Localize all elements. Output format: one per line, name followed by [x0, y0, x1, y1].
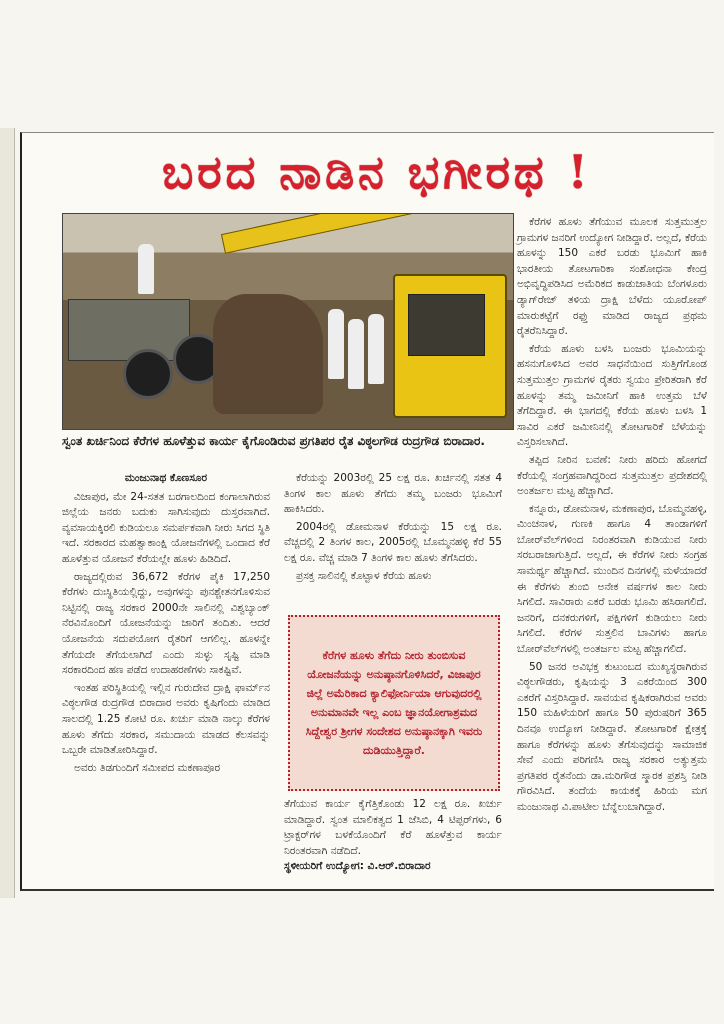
column-2 — [284, 471, 502, 586]
article-photo — [62, 213, 514, 430]
person-figure — [368, 314, 384, 384]
tractor-wheel — [123, 349, 173, 399]
subheading: ಸ್ಥಳೀಯರಿಗೆ ಉದ್ಯೋಗ: ವಿ.ಆರ್.ಬಿರಾದಾರ — [284, 860, 431, 873]
column-2-continued — [284, 797, 502, 875]
adjacent-clipping-edge — [0, 128, 15, 898]
excavator-window — [408, 294, 485, 356]
paragraph: ರಾಜ್ಯದಲ್ಲಿರುವ 36,672 ಕೆರೆಗಳ ಪೈಕಿ 17,250 ಕೆರೆಗಳು ದುಃಸ್ಥಿತಿಯಲ್ಲಿದ್ದು, ಅವುಗಳನ್ನು ಪುನಶ್ಚೇತನಗೊಳಿಸುವ ನಿಟ್ಟಿನಲ್ಲಿ ರಾಜ್ಯ ಸರಕಾರ 2000ನೇ ಸಾಲಿನಲ್ಲಿ ವಿಶ್ವಬ್ಯಾಂಕ್ ನೆರವಿನೊಂದಿಗೆ ಯೋಜನೆಯನ್ನು ಜಾರಿಗೆ ತಂದಿತು. ಆದರೆ ಯೋಜನೆಯ ಸದುಪಯೋಗ ರೈತರಿಗೆ ಆಗಲಿಲ್ಲ. ಹೂಳನ್ನೇ ತೆಗೆಯದೇ ತೆಗೆಯಲಾಗಿದೆ ಎಂದು ಸುಳ್ಳು ಸೃಷ್ಟಿ ಮಾಡಿ ಸರಕಾರದಿಂದ ಹಣ ಪಡೆದ ಉದಾಹರಣೆಗಳು ಸಾಕಷ್ಟಿವೆ. — [62, 570, 270, 677]
person-figure — [348, 319, 364, 389]
tractor-trailer — [68, 299, 190, 361]
paragraph: ಕೆರೆಯನ್ನು 2003ರಲ್ಲಿ 25 ಲಕ್ಷ ರೂ. ಖರ್ಚಿನಲ್ಲಿ ಸತತ 4 ತಿಂಗಳ ಕಾಲ ಹೂಳು ತೆಗೆದು ತಮ್ಮ ಬಂಜರು ಭೂಮಿಗೆ ಹಾಕಿಸಿದರು. — [284, 472, 502, 516]
person-figure — [328, 309, 344, 379]
paragraph: ತಪ್ಪಿದ ನೀರಿನ ಬವಣೆ: ನೀರು ಹರಿದು ಹೋಗದೆ ಕೆರೆಯಲ್ಲಿ ಸಂಗ್ರಹವಾಗಿದ್ದರಿಂದ ಸುತ್ತಮುತ್ತಲ ಪ್ರದೇಶದಲ್ಲಿ ಅಂತರ್ಜಲ ಮಟ್ಟ ಹೆಚ್ಚಾಗಿದೆ. — [517, 453, 707, 498]
paragraph: 2004ರಲ್ಲಿ ಡೋಮನಾಳ ಕೆರೆಯನ್ನು 15 ಲಕ್ಷ ರೂ. ವೆಚ್ಚದಲ್ಲಿ 2 ತಿಂಗಳ ಕಾಲ, 2005ರಲ್ಲಿ ಬೊಮ್ಮನಹಳ್ಳಿ ಕೆರೆ 55 ಲಕ್ಷ ರೂ. ವೆಚ್ಚ ಮಾಡಿ 7 ತಿಂಗಳ ಕಾಲ ಹೂಳು ತೆಗೆಸಿದರು. — [284, 520, 502, 564]
pull-quote-text: ಕೆರೆಗಳ ಹೂಳು ತೆಗೆದು ನೀರು ತುಂಬಿಸುವ ಯೋಜನೆಯನ್ನು ಅನುಷ್ಠಾನಗೊಳಿಸಿದರೆ, ವಿಜಾಪುರ ಜಿಲ್ಲೆ ಅಮೆರಿಕಾದ ಕ್ಯಾಲಿಫೋರ್ನಿಯಾ ಆಗುವುದರಲ್ಲಿ ಅನುಮಾನವೇ ಇಲ್ಲ ಎಂಬ ಜ್ಞಾನಯೋಗಾಶ್ರಮದ ಸಿದ್ದೇಶ್ವರ ಶ್ರೀಗಳ ಸಂದೇಶದ ಅನುಷ್ಠಾನಕ್ಕಾಗಿ ಇವರು ದುಡಿಯುತ್ತಿದ್ದಾರೆ. — [305, 649, 483, 757]
excavator-arm — [221, 213, 413, 254]
photo-caption: ಸ್ವಂತ ಖರ್ಚಿನಿಂದ ಕೆರೆಗಳ ಹೂಳೆತ್ತುವ ಕಾರ್ಯ ಕೈಗೊಂಡಿರುವ ಪ್ರಗತಿಪರ ರೈತ ವಿಠ್ಠಲಗೌಡ ರುದ್ರಗೌಡ ಬಿರಾದಾರ. — [62, 434, 485, 448]
column-1 — [62, 471, 270, 778]
person-figure — [138, 244, 154, 294]
newspaper-clipping — [20, 132, 714, 891]
headline: ಬರದ ನಾಡಿನ ಭಗೀರಥ ! — [162, 145, 592, 199]
paragraph: 50 ಜನರ ಅವಿಭಕ್ತ ಕುಟುಂಬದ ಮುಖ್ಯಸ್ಥರಾಗಿರುವ ವಿಠ್ಠಲಗೌಡರು, ಕೃಷಿಯನ್ನು 3 ಎಕರೆಯಿಂದ 300 ಎಕರೆಗೆ ವಿಸ್ತರಿಸಿದ್ದಾರೆ. ಸಾವಯವ ಕೃಷಿಕರಾಗಿರುವ ಅವರು 150 ಮಹಿಳೆಯರಿಗೆ ಹಾಗೂ 50 ಪುರುಷರಿಗೆ 365 ದಿನವೂ ಉದ್ಯೋಗ ನೀಡಿದ್ದಾರೆ. ತೋಟಗಾರಿಕೆ ಕ್ಷೇತ್ರಕ್ಕೆ ಹಾಗೂ ಕೆರೆಗಳನ್ನು ಹೂಳು ತೆಗೆಸುವುದನ್ನು ಸಾಮಾಜಿಕ ಸೇವೆ ಎಂದು ಪರಿಗಣಿಸಿ ರಾಜ್ಯ ಸರಕಾರ ಅತ್ಯುತ್ತಮ ಪ್ರಗತಿಪರ ರೈತನೆಂದು ಡಾ.ಮರಿಗೌಡ ಸ್ಮಾರಕ ಪ್ರಶಸ್ತಿ ನೀಡಿ ಗೌರವಿಸಿದೆ. ತಂದೆಯ ಕಾಯಕಕ್ಕೆ ಹಿರಿಯ ಮಗ ಮಂಜುನಾಥ ವಿ.ಪಾಟೀಲ ಬೆನ್ನೆಲುಬಾಗಿದ್ದಾರೆ. — [517, 660, 707, 813]
pull-quote-box — [288, 615, 500, 791]
paragraph: ಕನ್ನೂರು, ಡೋಮನಾಳ, ಮಕಣಾಪುರ, ಬೊಮ್ಮನಹಳ್ಳಿ, ಮಿಂಚನಾಳ, ಗುಣಕಿ ಹಾಗೂ 4 ತಾಂಡಾಗಳಿಗೆ ಬೋರ್‌ವೆಲ್‌ಗಳಿಂದ ನಿರಂತರವಾಗಿ ಕುಡಿಯುವ ನೀರು ಸರಬರಾಜಾಗುತ್ತಿದೆ. ಅಲ್ಲದೆ, ಈ ಕೆರೆಗಳ ನೀರು ಸಂಗ್ರಹ ಸಾಮರ್ಥ್ಯ ಹೆಚ್ಚಾಗಿದೆ. ಮುಂದಿನ ದಿನಗಳಲ್ಲಿ ಮಳೆಯಾದರೆ ಈ ಕೆರೆಗಳು ತುಂಬಿ ಅನೇಕ ವರ್ಷಗಳ ಕಾಲ ನೀರು ಸಿಗಲಿದೆ. ಸಾವಿರಾರು ಎಕರೆ ಬರಡು ಭೂಮಿ ಹಸಿರಾಗಲಿದೆ. ಜನರಿಗೆ, ದನಕರುಗಳಿಗೆ, ಪಕ್ಷಿಗಳಿಗೆ ಕುಡಿಯಲು ನೀರು ಸಿಗಲಿದೆ. ಕೆರೆಗಳ ಸುತ್ತಲಿನ ಬಾವಿಗಳು ಹಾಗೂ ಬೋರ್‌ವೆಲ್‌ಗಳಲ್ಲಿ ಅಂತರ್ಜಲ ಮಟ್ಟ ಹೆಚ್ಚಾಗಲಿದೆ. — [517, 502, 707, 656]
paragraph: ಕೆರೆಗಳ ಹೂಳು ತೆಗೆಯುವ ಮೂಲಕ ಸುತ್ತಮುತ್ತಲ ಗ್ರಾಮಗಳ ಜನರಿಗೆ ಉದ್ಯೋಗ ನೀಡಿದ್ದಾರೆ. ಅಲ್ಲದೆ, ಕೆರೆಯ ಹೂಳನ್ನು 150 ಎಕರೆ ಬರಡು ಭೂಮಿಗೆ ಹಾಕಿ ಭಾರತೀಯ ತೋಟಗಾರಿಕಾ ಸಂಶೋಧನಾ ಕೇಂದ್ರ ಅಭಿವೃದ್ಧಿಪಡಿಸಿದ ಅಮೆರಿಕದ ಕಾಡುಜಾತಿಯ ಬೆಂಗಳೂರು ಡ್ಯಾಗ್‌ರೇಜ್ ತಳಿಯ ದ್ರಾಕ್ಷಿ ಬೆಳೆದು ಯೂರೋಪ್ ಮಾರುಕಟ್ಟೆಗೆ ರಫ್ತು ಮಾಡಿದ ರಾಜ್ಯದ ಪ್ರಥಮ ರೈತರೆನಿಸಿದ್ದಾರೆ. — [517, 216, 707, 338]
paragraph: ಪ್ರಸಕ್ತ ಸಾಲಿನಲ್ಲಿ ಕೊಟ್ಟಾಳ ಕೆರೆಯ ಹೂಳು — [296, 569, 432, 582]
byline: ಮಂಜುನಾಥ ಕೊಣಸೂರ — [124, 472, 208, 484]
paragraph: ಅವರು ತಿಡಗುಂದಿಗೆ ಸಮೀಪದ ಮಕಣಾಪೂರ — [74, 761, 221, 774]
excavator-bucket-soil — [213, 294, 323, 414]
paragraph: ಇಂತಹ ಪರಿಸ್ಥಿತಿಯಲ್ಲಿ ಇಲ್ಲಿನ ಗುರುದೇವ ದ್ರಾಕ್ಷಿ ಫಾರ್ಮ್‌ನ ವಿಠ್ಠಲಗೌಡ ರುದ್ರಗೌಡ ಬಿರಾದಾರ ಅವರು ಕೃಷಿಗೆಂದು ಮಾಡಿದ ಸಾಲದಲ್ಲಿ 1.25 ಕೋಟಿ ರೂ. ಖರ್ಚು ಮಾಡಿ ನಾಲ್ಕು ಕೆರೆಗಳ ಹೂಳು ತೆಗೆದು ಸರಕಾರ, ಸಮುದಾಯ ಮಾಡದ ಕೆಲಸವನ್ನು ಒಬ್ಬರೇ ಮಾಡಿತೋರಿಸಿದ್ದಾರೆ. — [62, 681, 270, 757]
paragraph: ವಿಜಾಪುರ, ಮೇ 24-ಸತತ ಬರಗಾಲದಿಂದ ಕಂಗಾಲಾಗಿರುವ ಜಿಲ್ಲೆಯ ಜನರು ಬದುಕು ಸಾಗಿಸುವುದು ದುಸ್ತರವಾಗಿದೆ. ವ್ಯವಸಾಯಕ್ಕಿರಲಿ ಕುಡಿಯಲೂ ಸಮರ್ಪಕವಾಗಿ ನೀರು ಸಿಗದ ಸ್ಥಿತಿ ಇದೆ. ಸರಕಾರದ ಮಹತ್ವಾಕಾಂಕ್ಷಿ ಯೋಜನೆಗಳಲ್ಲಿ ಒಂದಾದ ಕೆರೆ ಹೂಳೆತ್ತುವ ಯೋಜನೆ ಕೆರೆಯಲ್ಲೇ ಹೂಳು ಹಿಡಿದಿದೆ. — [62, 490, 270, 565]
paragraph: ಕೆರೆಯ ಹೂಳು ಬಳಸಿ ಬಂಜರು ಭೂಮಿಯನ್ನು ಹಸನುಗೊಳಿಸಿದ ಅವರ ಸಾಧನೆಯಿಂದ ಸುತ್ತಿಗೆಗೊಂಡ ಸುತ್ತಮುತ್ತಲ ಗ್ರಾಮಗಳ ರೈತರು ಸ್ವಯಂ ಪ್ರೇರಿತರಾಗಿ ಕೆರೆ ಹೂಳನ್ನು ತಮ್ಮ ಜಮೀನಿಗೆ ಹಾಕಿ ಉತ್ತಮ ಬೆಳೆ ತೆಗೆದಿದ್ದಾರೆ. ಈ ಭಾಗದಲ್ಲಿ ಕೆರೆಯ ಹೂಳು ಬಳಸಿ 1 ಸಾವಿರ ಎಕರೆ ಜಮೀನಿನಲ್ಲಿ ತೋಟಗಾರಿಕೆ ಬೆಳೆಯನ್ನು ವಿಸ್ತರಿಸಲಾಗಿದೆ. — [517, 342, 707, 449]
column-3 — [517, 215, 707, 818]
paragraph: ತೆಗೆಯುವ ಕಾರ್ಯ ಕೈಗೆತ್ತಿಕೊಂಡು 12 ಲಕ್ಷ ರೂ. ಖರ್ಚು ಮಾಡಿದ್ದಾರೆ. ಸ್ವಂತ ಮಾಲಿಕತ್ವದ 1 ಜೆಸಿಬಿ, 4 ಟಿಪ್ಪರ್‌ಗಳು, 6 ಟ್ರಾಕ್ಟರ್‌ಗಳ ಬಳಕೆಯೊಂದಿಗೆ ಕೆರೆ ಹೂಳೆತ್ತುವ ಕಾರ್ಯ ನಿರಂತರವಾಗಿ ನಡೆದಿದೆ. — [284, 798, 502, 857]
